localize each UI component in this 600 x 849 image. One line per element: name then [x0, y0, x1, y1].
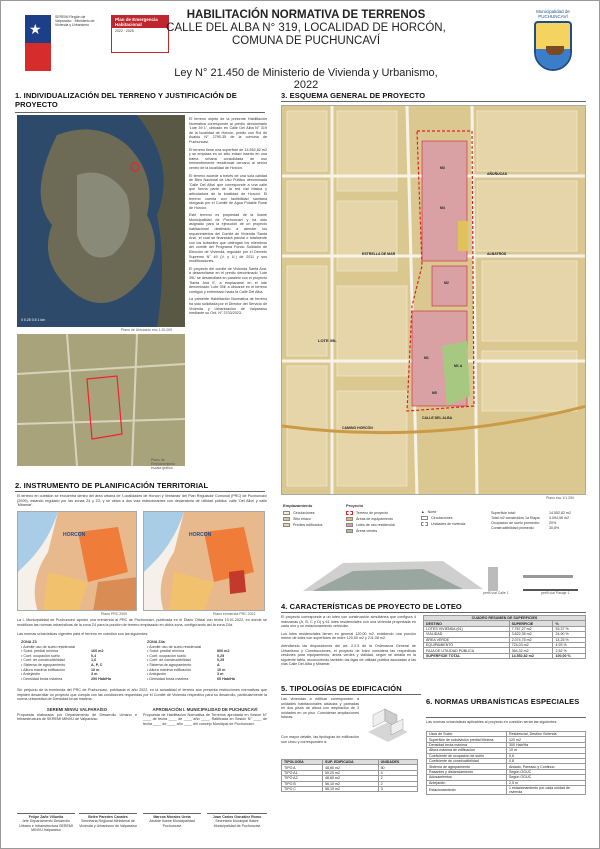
norm-label: Coeficiente de ocupación de suelo	[427, 753, 507, 758]
gobierno-logo: ★	[25, 15, 51, 71]
section6-heading: 6. NORMAS URBANÍSTICAS ESPECIALES	[426, 697, 580, 706]
law-subtitle: Ley N° 21.450 de Ministerio de Vivienda y Urbanismo, 2022	[174, 67, 438, 91]
table-cell: 24,90 %	[553, 632, 586, 637]
title-line-3: COMUNA DE PUCHUNCAVÍ	[231, 35, 381, 47]
signer-name: Belén Paredes Canales	[88, 815, 128, 819]
column-header: TIPOLOGÍA	[282, 760, 323, 765]
norm-label: Altura máxima de edificación	[427, 748, 507, 753]
shield-icon	[534, 21, 572, 71]
block-label: M3	[440, 166, 445, 170]
norm-value: 3 m	[91, 672, 98, 677]
table-cell: EQUIPAMIENTO	[424, 642, 510, 647]
legend-other	[421, 509, 481, 527]
legend-item: Lotes de uso residencial	[356, 523, 395, 527]
table-cell: 2.074,75 m2	[509, 637, 553, 642]
block-label: M1 A	[454, 364, 463, 368]
typology-table	[281, 759, 418, 792]
municipality-name: Municipalidad de PUCHUNCAVÍ	[536, 9, 570, 19]
stat-value: 14.552,82 m2	[549, 511, 571, 515]
column-header: %	[553, 621, 586, 626]
table-cell: 100,00 %	[553, 653, 586, 658]
approval-right-text: Propuesta de Habilitación Normativa de Terrenos aprobada en Sesión N° ____ de fecha ____ de ____ año ____, Ratificada en Sesión N° ____ de fecha ____ de ____ año ____ del concejo Municipal de Puchuncaví.	[143, 712, 267, 726]
plan-sub: 2022 · 2025	[115, 29, 134, 33]
prc-2009-map	[17, 511, 137, 611]
table-cell: 58,10 m2	[323, 786, 379, 791]
norm-label: • Densidad bruta máxima	[147, 676, 189, 681]
norm-label: • Coef. de constructibilidad	[147, 658, 191, 663]
table-cell: 56,10 m2	[323, 781, 379, 786]
stat-value: 3.094,56 m2	[549, 516, 569, 520]
table-cell: TIPO A	[282, 765, 323, 770]
table-cell: TIPO A2	[282, 776, 323, 781]
table-cell: TIPO B	[282, 781, 323, 786]
section5-p1: Las viviendas a edificar corresponden a unidades habitacionales aisladas y pareadas en dos pisos de altura con ampliación de 3 unidades en un piso. Consideran ampliaciones futuras.	[281, 697, 359, 720]
block-label: M1	[424, 356, 429, 360]
norm-value: 0,8	[507, 758, 586, 763]
surfaces-table	[423, 615, 586, 659]
norm-value: 300 Hab/Ha	[507, 742, 586, 747]
norm-label: • Admite uso de suelo residencial	[21, 644, 76, 649]
stat-row	[491, 526, 586, 531]
norm-label: Adosamientos	[427, 775, 507, 780]
norm-label: • Antejardín	[21, 672, 40, 677]
norm-value: Aislado, Pareado y Continuo	[507, 764, 586, 769]
project-scheme-map	[281, 105, 586, 495]
typology-drawing	[363, 697, 418, 752]
road-profiles	[283, 553, 583, 598]
norm-value: A, P, C	[91, 662, 103, 667]
legend-item: Circulaciones	[431, 516, 453, 520]
stat-label: Superficie total:	[491, 511, 516, 515]
legend-item: Unidades de vivienda	[431, 522, 466, 526]
norm-label: • Coef. ocupación suelo	[21, 653, 60, 658]
s1-paragraph: El terreno accede a través de una sola calidad de Bien Nacional de Uso Público denominada 'Calle Del Alba' que corresponde a una calle que forma parte de la red vial básica y articuladora de la localidad de Horcón. El terreno cuenta con factibilidad sanitaria otorgada por el Comité de Agua Potable Rural de Horcón.	[189, 173, 267, 210]
norm-label: Superficie de subdivisión predial Mínima	[427, 737, 507, 742]
norm-value: 160 m2	[91, 649, 104, 654]
block-label: M4	[440, 206, 445, 210]
s4-paragraph: Atendiendo las disposiciones del art. 2.2.5 de la Ordenanza General de Urbanismo y Construcciones, el proyecto de loteo considera las respectivas cesiones para equipamiento, áreas verdes y vialidad, según se detalla en la siguiente tabla, reconociendo también las fajas de utilidad pública asociadas a las vías Calle Del Alba y Miramar.	[281, 643, 416, 667]
norm-label: • Sistema de agrupamiento	[21, 662, 66, 667]
signature-block	[143, 813, 201, 828]
zone-z3-title: ZONA Z3	[21, 640, 37, 644]
legend-item: Terreno de proyecto	[356, 511, 388, 515]
project-stats	[491, 511, 586, 531]
table-cell: 2	[378, 776, 417, 781]
block-label: M2	[444, 281, 449, 285]
norm-value: Según OGUC	[507, 775, 586, 780]
table-cell: 50	[378, 765, 417, 770]
legend-item: Áreas verdes	[356, 529, 378, 533]
prc-2009-caption: Plano PRC 2009	[101, 612, 128, 616]
approval-right-title: APROBACIÓN I. MUNICIPALIDAD DE PUCHUNCAVÍ	[152, 707, 258, 712]
norm-value: 120 m2	[507, 737, 586, 742]
location-map	[17, 115, 185, 327]
norm-value: 10 m	[217, 667, 226, 672]
municipality-logo	[521, 9, 585, 71]
signer-role: Jefe Departamento Desarrollo Urbano e Infraestructura SEREMI MINVU Valparaíso	[19, 819, 73, 833]
signer-name: Felipe Zañe Villueña	[28, 815, 64, 819]
norm-value: 1,6	[91, 658, 97, 663]
signer-name: Juan Carlos González Romo	[212, 815, 262, 819]
norm-label: • Admite uso de suelo residencial	[147, 644, 202, 649]
norm-label: Antejardín	[427, 780, 507, 785]
column-header: DESTINO	[424, 621, 510, 626]
table-row	[282, 786, 418, 791]
norm-value: A	[217, 662, 220, 667]
table-row	[427, 785, 586, 794]
section2-p2: La I. Municipalidad de Puchuncaví aprobó una enmienda al PRC de Puchuncaví, publicada en el Diario Oficial con fecha 10.01.2022, en donde se modifican las normas urbanísticas de la zona Z4 para la porción de terreno emplazado en dicha zona, configurando así la zona Z4a.	[17, 618, 267, 627]
plan-title: Plan de Emergencia Habitacional	[112, 16, 168, 28]
norm-label: • Coef. de constructibilidad	[21, 658, 65, 663]
table-cell: 2	[378, 781, 417, 786]
table-cell: 48,60 m2	[323, 776, 379, 781]
table-cell: FAJA DE UTILIDAD PÚBLICA	[424, 648, 510, 653]
norm-value: 3 m	[217, 672, 224, 677]
section6-intro: Las normas urbanísticas aplicables al proyecto en cuestión serán las siguientes:	[426, 720, 558, 724]
zone-z3	[21, 640, 131, 681]
norm-value: 0,6	[507, 753, 586, 758]
legend-item: Áreas de equipamiento	[356, 517, 393, 521]
location-caption: Plano de Ubicación esc 1:20.000	[121, 328, 173, 332]
zone-norm-row	[21, 677, 131, 682]
norm-label: Sistema de agrupamiento	[427, 764, 507, 769]
legend-proyecto	[346, 503, 416, 534]
page-title	[161, 9, 451, 48]
table-cell: 4,93 %	[553, 642, 586, 647]
signature-block	[79, 813, 137, 828]
norm-label: Coeficiente de constructibilidad	[427, 758, 507, 763]
table-cell: 3.622,35 m2	[509, 632, 553, 637]
street-label: CALLE DEL ALBA	[422, 416, 453, 420]
section5-p2: Con mayor detalle, las tipologías de edificación son cinco y corresponden a:	[281, 735, 359, 744]
norm-value: 0,4	[91, 653, 97, 658]
block-label: M5	[432, 391, 437, 395]
site-caption: Plano de Emplazamiento escala gráfica	[151, 458, 176, 470]
table-cell: LOTES VIVIENDA (61)	[424, 626, 510, 631]
norm-value: 10 m	[507, 748, 586, 753]
approval-left-text: Propuesta elaborada por Departamento de Desarrollo Urbano e Infraestructura de SEREMI MINVU de Valparaíso	[17, 712, 137, 722]
horcon-label: HORCON	[189, 532, 212, 538]
table-cell: 14,25 %	[553, 637, 586, 642]
gobierno-text: SEREMI Región de Valparaíso · Ministerio de Vivienda y Urbanismo	[55, 15, 95, 28]
table-cell: TIPO A1	[282, 770, 323, 775]
table-cell: 50,20 m2	[323, 770, 379, 775]
s4-paragraph: Los lotes residenciales tienen en general 120,00 m2, existiendo una porción menor de lotes con superficies de entre 120,50 m2 y 211,08 m2.	[281, 631, 416, 641]
legend-heading: Proyecto	[346, 503, 364, 508]
header	[1, 1, 600, 91]
title-line-1: HABILITACIÓN NORMATIVA DE TERRENOS	[186, 9, 426, 21]
approval-seremi	[17, 708, 137, 722]
column-header: SUP. EDIFICADA	[323, 760, 379, 765]
norm-label: • Coef. ocupación suelo	[147, 653, 186, 658]
table-row	[424, 653, 586, 658]
s1-paragraph: El terreno objeto de la presente Habilitación Normativa corresponde al predio denominado 'Lote 39 L', ubicado en Calle Del Alba N° 319 de la localidad de Horcón, predio con Rol de Avalúo N° 2790-35 de la comuna de Puchuncaví.	[189, 117, 267, 144]
norm-label: • Antejardín	[147, 672, 166, 677]
norm-label: • Subd. predial mínima	[21, 649, 59, 654]
street-label: AÑUÑUCAS	[487, 172, 508, 176]
table-cell: 724,03 m2	[509, 642, 553, 647]
stat-label: Constructibilidad promedio:	[491, 526, 535, 530]
norm-label: Estacionamiento	[427, 785, 507, 794]
table-cell: 3	[378, 786, 417, 791]
s1-paragraph: El proyecto del comité de Vivienda Santa Ana, a desarrollarse en el predio denominado 'Lote 39L' se desarrollará en paralelo con el proyecto 'Santa Ana II', a emplazarse en el lote denominado 'Lote 39k' a ubicarse en el terreno contiguo y enfrentado hacia la Calle Del Alba.	[189, 266, 267, 294]
street-label: CAMINO HORCÓN	[342, 426, 373, 430]
signature-block	[207, 813, 267, 828]
prc-2022-caption: Plano enmienda PRC 2022	[213, 612, 256, 616]
table-cell: TIPO C	[282, 786, 323, 791]
norm-value: 200 Hab/Ha	[91, 676, 111, 681]
profile-caption: perfil vial Calle 1	[483, 591, 509, 595]
section4-heading: 4. CARACTERÍSTICAS DE PROYECTO DE LOTEO	[281, 602, 462, 611]
table-cell: SUPERFICIE TOTAL	[424, 653, 510, 658]
legend-item: Circulaciones	[293, 511, 315, 515]
norm-label: • Altura máxima edificación	[147, 667, 192, 672]
norm-value: 2,5 m	[507, 780, 586, 785]
signature-block	[17, 813, 75, 833]
table-cell: 48,60 m2	[323, 765, 379, 770]
section3-heading: 3. ESQUEMA GENERAL DE PROYECTO	[281, 91, 426, 100]
table-cell: 7.767,27 m2	[509, 626, 553, 631]
norm-label: • Densidad bruta máxima	[21, 676, 63, 681]
norm-label: Rasantes y distanciamiento	[427, 769, 507, 774]
legend-item: Norte	[427, 510, 437, 514]
zone-z4a-title: ZONA Z4a	[147, 640, 165, 644]
title-line-2: CALLE DEL ALBA N° 319, LOCALIDAD DE HORCÓN,	[166, 22, 446, 34]
legend-heading: Emplazamiento	[283, 503, 313, 508]
norm-label: Usos de Suelo	[427, 732, 507, 737]
norm-label: Densidad bruta máxima	[427, 742, 507, 747]
lote-label: LOTE 39L	[318, 338, 337, 343]
signer-role: Secretario Municipal Ilustre Municipalidad de Puchuncaví	[213, 819, 261, 828]
section5-heading: 5. TIPOLOGÍAS DE EDIFICACIÓN	[281, 684, 402, 693]
norm-value: 1 estacionamiento por cada unidad de vivienda	[507, 785, 586, 794]
section1-text	[189, 117, 267, 319]
street-label: ALBATROS	[487, 252, 507, 256]
table-cell: 364,32 m2	[509, 648, 553, 653]
north-icon: ▲	[421, 510, 425, 514]
zone-z4a	[147, 640, 257, 681]
table-cell: 4	[378, 770, 417, 775]
stat-value: 30,8%	[549, 526, 560, 530]
approval-left-title: SEREMI MINVU VALPARAÍSO	[46, 707, 108, 712]
section2-intro: El terreno en cuestión se encuentra dentro del área urbana de 'Localidades de Horcón y Ventanas' del Plan Regulador Comunal (PRC) de Puchuncaví (2009), estando regulado por las zonas Z4 y Z3, y se ubica a dos vías estructurantes con declaratoria de utilidad pública: calle 'Del Alba' y calle 'Miramar'.	[17, 494, 267, 508]
norm-label: • Sistema de agrupamiento	[147, 662, 192, 667]
prc-2022-map	[143, 511, 265, 611]
table-cell: VIALIDAD	[424, 632, 510, 637]
norm-value: 60 Hab/Ha	[217, 676, 235, 681]
table-cell: 14.552,82 m2	[509, 653, 553, 658]
section4-text	[281, 615, 416, 670]
signer-role: Alcalde Ilustre Municipalidad Puchuncaví	[149, 819, 195, 828]
scheme-caption: Plano esc 1/1.250	[546, 496, 575, 500]
norm-label: • Altura máxima edificación	[21, 667, 66, 672]
zone-norm-row	[147, 677, 257, 682]
s4-paragraph: El proyecto corresponde a un loteo con construcción simultánea que configura 4 manzanas (A, B, C y D) y 61 lotes residenciales con una vivienda proyectada en cada uno y un estacionamiento vehicular.	[281, 615, 416, 629]
section2-heading: 2. INSTRUMENTO DE PLANIFICACIÓN TERRITORIAL	[15, 481, 209, 490]
s1-paragraph: Este terreno es propiedad de la Ilustre Municipalidad de Puchuncaví y ha sido asignado para la ejecución de un proyecto habitacional destinado a atender los requerimientos del Comité de Vivienda 'Santa Ana', el cual se financiará parcial o totalmente con los subsidios que obtengan los miembros del comité del Programa Fondo Solidario de Elección de Vivienda, regulado por el Decreto Supremo N° 49 (V. y U.) de 2011 y sus modificaciones.	[189, 213, 267, 264]
norm-value: 10 m	[91, 667, 100, 672]
norms-table	[426, 731, 586, 795]
legend-emplazamiento	[283, 503, 343, 528]
table-header	[282, 760, 418, 765]
norm-value: Residencial, Destino Vivienda	[507, 732, 586, 737]
column-header: UNIDADES	[378, 760, 417, 765]
s1-paragraph: La presente Habilitación Normativa de terreno ha sido solicitada por el Director del Servicio de Vivienda y Urbanización de Valparaíso mediante su Ord. N° 3703/2023.	[189, 297, 267, 316]
stat-label: Total m2 construidos 1a Etapa:	[491, 516, 541, 520]
horcon-label: HORCON	[63, 532, 86, 538]
column-header: SUPERFICIE	[509, 621, 553, 626]
table-cell: 53,37 %	[553, 626, 586, 631]
legend-item: Sitio eriazo	[293, 517, 311, 521]
signer-name: Marcos Morales Ureta	[153, 815, 191, 819]
street-label: ESTRELLA DE MAR	[362, 252, 396, 256]
norm-value: 800 m2	[217, 649, 230, 654]
signer-role: Secretaria Regional Ministerial de Vivienda y Urbanismo de Valparaíso	[79, 819, 137, 828]
stat-value: 20%	[549, 521, 557, 525]
table-cell: ÁREA VERDE	[424, 637, 510, 642]
table-cell: 2,52 %	[553, 648, 586, 653]
table-title: CUADRO RESUMEN DE SUPERFICIES	[424, 616, 586, 621]
section2-p4: Sin perjuicio de la enmienda del PRC de Puchuncaví, publicada el año 2022, en la actualidad el terreno aún presenta restricciones normativas que impiden desarrollar un proyecto que cumpla con las condiciones requeridas por el Comité de Vivienda respectivo para su desarrollo, particularmente la norma urbanística de Densidad bruta máxima.	[17, 688, 267, 702]
profile-caption: perfil vial Pasaje 1	[541, 591, 570, 595]
section1-heading: 1. INDIVIDUALIZACIÓN DEL TERRENO Y JUSTIFICACIÓN DE PROYECTO	[15, 91, 237, 109]
norm-value: Según OGUC	[507, 769, 586, 774]
norm-value: 0,25	[217, 658, 225, 663]
norm-value: 0,25	[217, 653, 225, 658]
norm-label: • Subd. predial mínima	[147, 649, 185, 654]
s1-paragraph: El terreno tiene una superficie de 14.552,82 m2 y se emplaza en un sitio eriazo inserto en una trama urbana consolidada de uso eminentemente residencial cercano al sector centro de la localidad de Horcón.	[189, 147, 267, 170]
stat-label: Ocupación de suelo promedio:	[491, 521, 540, 525]
legend-item: Predios edificados	[293, 523, 323, 527]
approval-municipality	[143, 708, 267, 726]
site-map	[17, 334, 185, 466]
scale-bar: 0 0.25 0.5 1 km	[21, 318, 46, 322]
section2-p3: Las normas urbanísticas vigentes para el terreno en cuestión son las siguientes:	[17, 632, 149, 636]
